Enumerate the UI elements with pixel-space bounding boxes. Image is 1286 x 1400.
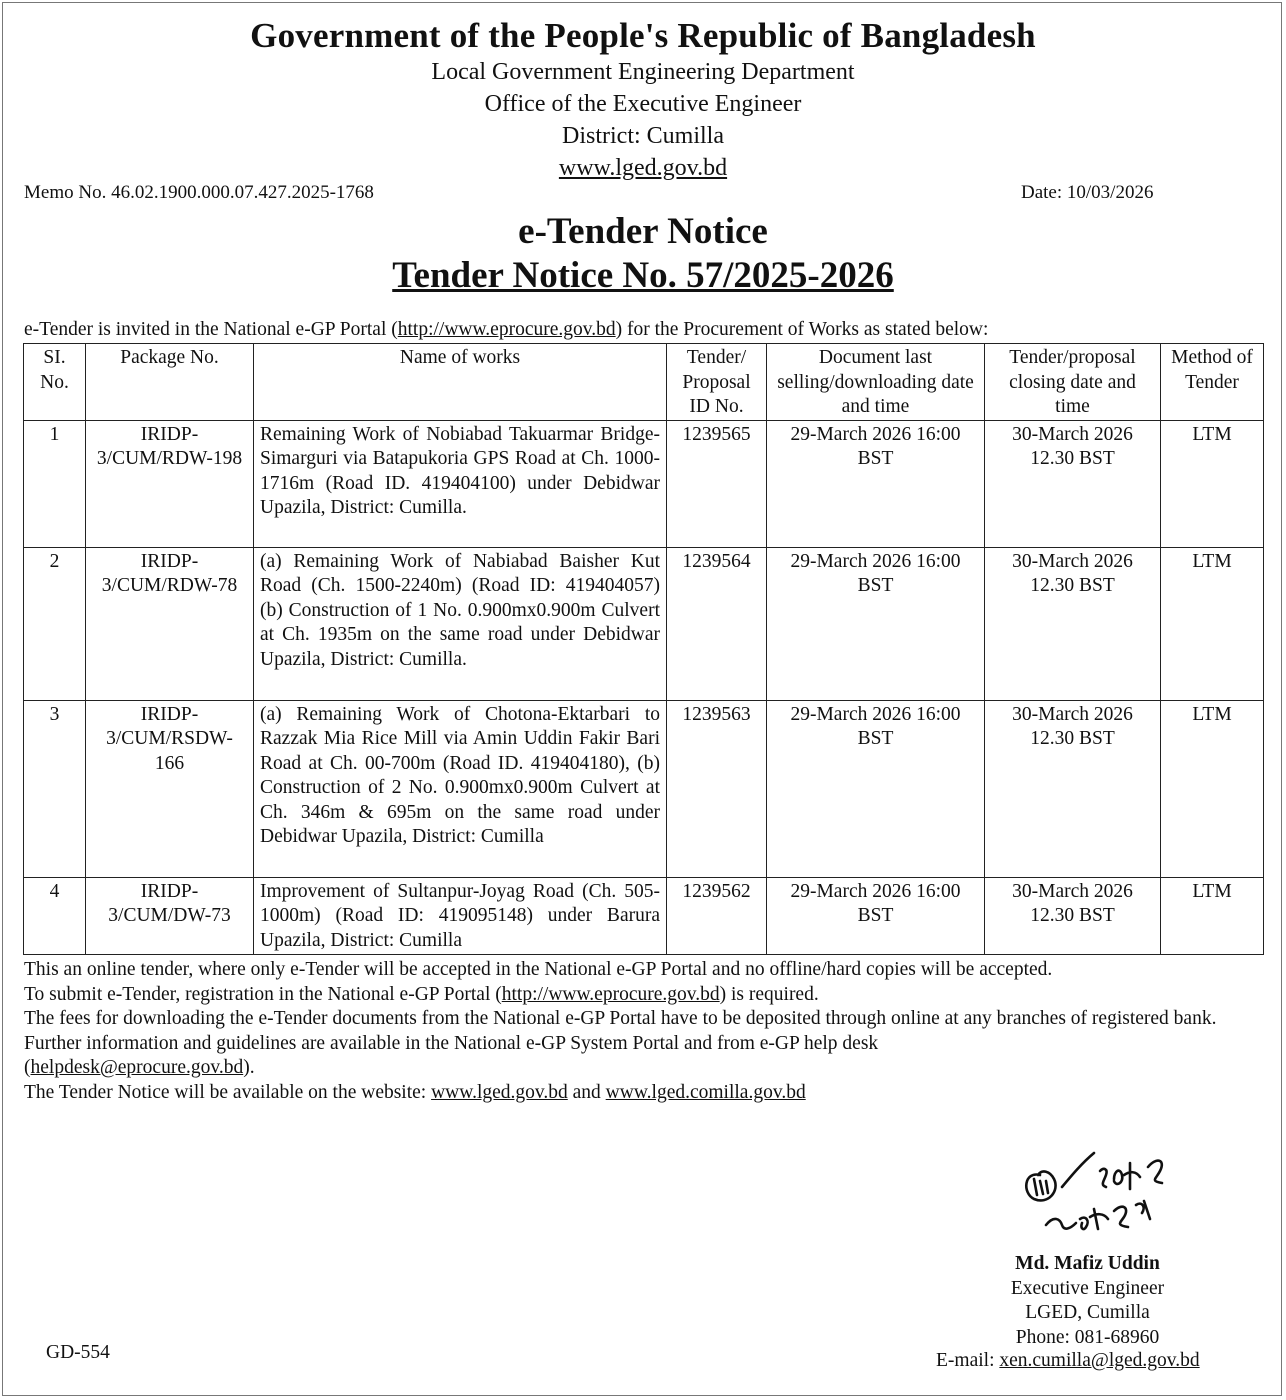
cell-method: LTM xyxy=(1161,877,1264,954)
handwritten-signature xyxy=(1010,1145,1190,1240)
cell-doc-last: 29-March 2026 16:00 BST xyxy=(767,547,985,700)
notice-number-text: Tender Notice No. 57/2025-2026 xyxy=(392,255,894,296)
table-row xyxy=(24,420,1264,547)
note-registration-after: ) is required. xyxy=(719,983,819,1005)
cell-closing: 30-March 2026 12.30 BST xyxy=(985,420,1161,547)
cell-method: LTM xyxy=(1161,420,1264,547)
email-link[interactable]: xen.cumilla@lged.gov.bd xyxy=(999,1350,1200,1371)
table-row xyxy=(24,877,1264,954)
note-helpdesk-after: ). xyxy=(243,1057,255,1078)
header-doc-last: Document last selling/downloading date and time xyxy=(767,344,985,421)
cell-sl: 4 xyxy=(24,877,86,954)
document-code: GD-554 xyxy=(46,1342,110,1363)
tender-table xyxy=(23,343,1264,955)
header-package: Package No. xyxy=(86,344,254,421)
cell-doc-last: 29-March 2026 16:00 BST xyxy=(767,420,985,547)
intro-after: ) for the Procurement of Works as stated below: xyxy=(615,319,989,340)
cell-closing: 30-March 2026 12.30 BST xyxy=(985,877,1161,954)
table-row xyxy=(24,547,1264,700)
cell-closing: 30-March 2026 12.30 BST xyxy=(985,700,1161,877)
cell-package: IRIDP-3/CUM/RSDW-166 xyxy=(86,700,254,877)
cell-works: Improvement of Sultanpur-Joyag Road (Ch. 505-1000m) (Road ID: 419095148) under Barura Upazila, District: Cumilla xyxy=(254,877,667,954)
cell-method: LTM xyxy=(1161,547,1264,700)
office-name: Office of the Executive Engineer xyxy=(484,91,802,117)
cell-sl: 2 xyxy=(24,547,86,700)
eprocure-link[interactable]: http://www.eprocure.gov.bd xyxy=(501,983,720,1005)
note-fees: The fees for downloading the e-Tender documents from the National e-GP Portal have to be deposited through online at any branches of registered bank. xyxy=(24,1008,1217,1029)
cell-package: IRIDP-3/CUM/DW-73 xyxy=(86,877,254,954)
lged-comilla-website-link[interactable]: www.lged.comilla.gov.bd xyxy=(605,1081,806,1103)
header-works: Name of works xyxy=(254,344,667,421)
cell-closing: 30-March 2026 12.30 BST xyxy=(985,547,1161,700)
signatory-block xyxy=(930,1252,1245,1350)
signatory-designation: Executive Engineer xyxy=(1010,1277,1165,1299)
note-website-before: The Tender Notice will be available on the website: xyxy=(24,1081,432,1103)
helpdesk-email-link[interactable]: helpdesk@eprocure.gov.bd xyxy=(30,1057,244,1078)
signatory-phone: Phone: 081-68960 xyxy=(1015,1326,1160,1348)
cell-tender-id: 1239562 xyxy=(667,877,767,954)
memo-number: Memo No. 46.02.1900.000.07.427.2025-1768 xyxy=(24,182,374,203)
department-name: Local Government Engineering Department xyxy=(431,59,855,85)
email-label: E-mail: xyxy=(936,1350,1000,1371)
notice-date: Date: 10/03/2026 xyxy=(1021,182,1154,203)
cell-doc-last: 29-March 2026 16:00 BST xyxy=(767,700,985,877)
lged-website-link[interactable]: www.lged.gov.bd xyxy=(431,1081,568,1103)
notice-number xyxy=(0,254,1286,297)
signatory-org: LGED, Cumilla xyxy=(1025,1302,1150,1323)
signatory-email xyxy=(936,1350,1200,1372)
cell-doc-last: 29-March 2026 16:00 BST xyxy=(767,877,985,954)
cell-sl: 3 xyxy=(24,700,86,877)
cell-works: (a) Remaining Work of Chotona-Ektarbari to Razzak Mia Rice Mill via Amin Uddin Fakir Bari Road at Ch. 00-700m (Road ID. 419404180), (b) Construction of 2 No. 0.900mx0.900m Culvert at Ch. 346m & 695m on the same road under Debidwar Upazila, District: Cumilla xyxy=(254,700,667,877)
eprocure-link[interactable]: http://www.eprocure.gov.bd xyxy=(397,319,616,340)
notice-title: e-Tender Notice xyxy=(518,211,768,252)
note-website-mid: and xyxy=(567,1081,606,1103)
table-header-row xyxy=(24,344,1264,421)
header-tender-id: Tender/ Proposal ID No. xyxy=(667,344,767,421)
signatory-name: Md. Mafiz Uddin xyxy=(1015,1253,1160,1274)
cell-tender-id: 1239563 xyxy=(667,700,767,877)
note-registration-before: To submit e-Tender, registration in the National e-GP Portal ( xyxy=(24,983,502,1005)
note-online-only: This an online tender, where only e-Tender will be accepted in the National e-GP Portal and no offline/hard copies will be accepted. xyxy=(24,959,1053,980)
table-row xyxy=(24,700,1264,877)
government-heading: Government of the People's Republic of Bangladesh xyxy=(250,16,1036,55)
cell-works: Remaining Work of Nobiabad Takuarmar Bridge-Simarguri via Batapukoria GPS Road at Ch. 1000-1716m (Road ID. 419404100) under Debidwar Upazila, District: Cumilla. xyxy=(254,420,667,547)
note-guidelines: Further information and guidelines are available in the National e-GP System Portal and from e-GP help desk xyxy=(24,1032,879,1054)
note-helpdesk xyxy=(24,1056,1254,1081)
note-website xyxy=(24,1081,1254,1106)
cell-tender-id: 1239564 xyxy=(667,547,767,700)
cell-tender-id: 1239565 xyxy=(667,420,767,547)
notes-section xyxy=(24,958,1254,1105)
cell-package: IRIDP-3/CUM/RDW-198 xyxy=(86,420,254,547)
intro-before: e-Tender is invited in the National e-GP Portal ( xyxy=(24,319,398,340)
cell-sl: 1 xyxy=(24,420,86,547)
header-closing: Tender/proposal closing date and time xyxy=(985,344,1161,421)
header-method: Method of Tender xyxy=(1161,344,1264,421)
note-helpdesk-before: ( xyxy=(24,1057,31,1078)
website-link[interactable]: www.lged.gov.bd xyxy=(558,155,728,181)
note-registration xyxy=(24,983,1254,1008)
district-name: District: Cumilla xyxy=(562,123,724,149)
cell-method: LTM xyxy=(1161,700,1264,877)
intro-text xyxy=(24,319,988,341)
header-sl: SI. No. xyxy=(24,344,86,421)
cell-works: (a) Remaining Work of Nabiabad Baisher Kut Road (Ch. 1500-2240m) (Road ID: 419404057) (b) Construction of 1 No. 0.900mx0.900m Culvert at Ch. 1935m on the same road under Debidwar Upazila, District: Cumilla. xyxy=(254,547,667,700)
cell-package: IRIDP-3/CUM/RDW-78 xyxy=(86,547,254,700)
